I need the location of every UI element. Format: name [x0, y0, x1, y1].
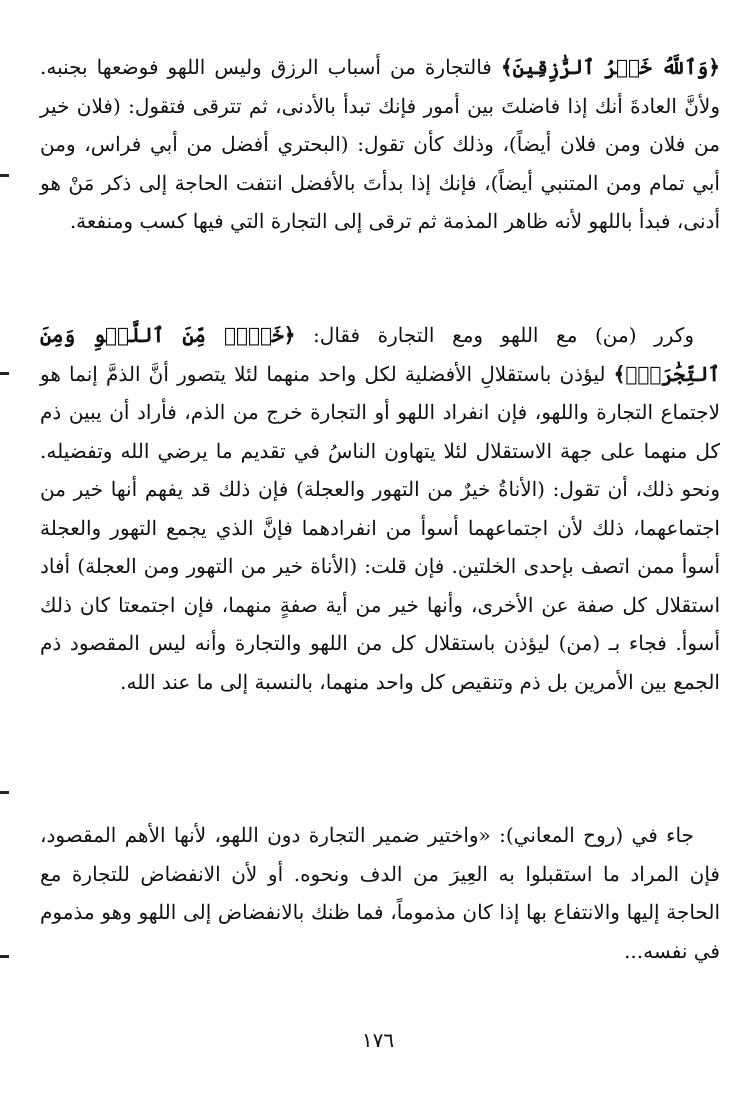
quran-verse-2: ﴿خَيۡرٞ مِّنَ ٱللَّهۡوِ وَمِنَ ٱلتِّجَٰرَةِۚ﴾: [40, 323, 720, 386]
page-number: ١٧٦: [361, 1028, 395, 1052]
paragraph-3-text: جاء في (روح المعاني): «واختير ضمير التجارة دون اللهو، لأنها الأهم المقصود، فإن المراد ما استقبلوا به العِيرَ من الدف ونحوه. أو لأن الانفضاض للتجارة مع الحاجة إليها والانتفاع بها إذا كان مذموماً، فما ظنك بالانفضاض إلى اللهو وهو مذموم في نفسه...: [40, 823, 720, 963]
quran-verse-1: ﴿وَٱللَّهُ خَيۡرُ ٱلرَّٰزِقِينَ﴾: [500, 55, 720, 79]
paragraph-1: [40, 48, 720, 241]
margin-mark: [0, 791, 9, 794]
margin-mark: [0, 955, 9, 958]
paragraph-2: [40, 316, 720, 701]
paragraph-2-text-after: ليؤذن باستقلالِ الأفضلية لكل واحد منهما لئلا يتصور أنَّ الذمَّ إنما هو لاجتماع التجارة واللهو، فإن انفراد اللهو أو التجارة خرج من الذم، فأراد أن يبين ذم كل منهما على جهة الاستقلال لئلا يتهاون الناسُ في تقديم ما يرضي الله وتفضيله. ونحو ذلك، أن تقول: (الأناةُ خيرٌ من التهور والعجلة) فإن ذلك قد يفهم أنها خير من اجتماعهما، ذلك لأن اجتماعهما أسوأ من انفرادهما فإنَّ الذي يجمع التهور والعجلة أسوأ ممن اتصف بإحدى الخلتين. فإن قلت: (الأناة خير من التهور ومن العجلة) أفاد استقلال كل صفة عن الأخرى، وأنها خير من أية صفةٍ منهما، فإن اجتمعتا كان ذلك أسوأ. فجاء بـ (من) ليؤذن باستقلال كل من اللهو والتجارة وأنه ليس المقصود ذم الجمع بين الأمرين بل ذم وتنقيص كل واحد منهما، بالنسبة إلى ما عند الله.: [40, 361, 720, 694]
paragraph-1-text: فالتجارة من أسباب الرزق وليس اللهو فوضعها بجنبه. ولأنَّ العادةَ أنك إذا فاضلتَ بين أمور فإنك تبدأ بالأدنى، ثم تترقى فتقول: (فلان خير من فلان ومن فلان أيضاً)، وذلك كأن تقول: (البحتري أفضل من أبي فراس، ومن أبي تمام ومن المتنبي أيضاً)، فإنك إذا بدأتَ بالأفضل انتفت الحاجة إلى ذكر مَنْ هو أدنى، فبدأ باللهو لأنه ظاهر المذمة ثم ترقى إلى التجارة التي فيها كسب ومنفعة.: [40, 55, 720, 233]
paragraph-2-text-before: وكرر (من) مع اللهو ومع التجارة فقال:: [295, 323, 694, 347]
margin-mark: [0, 174, 9, 177]
margin-mark: [0, 372, 9, 375]
paragraph-3: [40, 816, 720, 970]
